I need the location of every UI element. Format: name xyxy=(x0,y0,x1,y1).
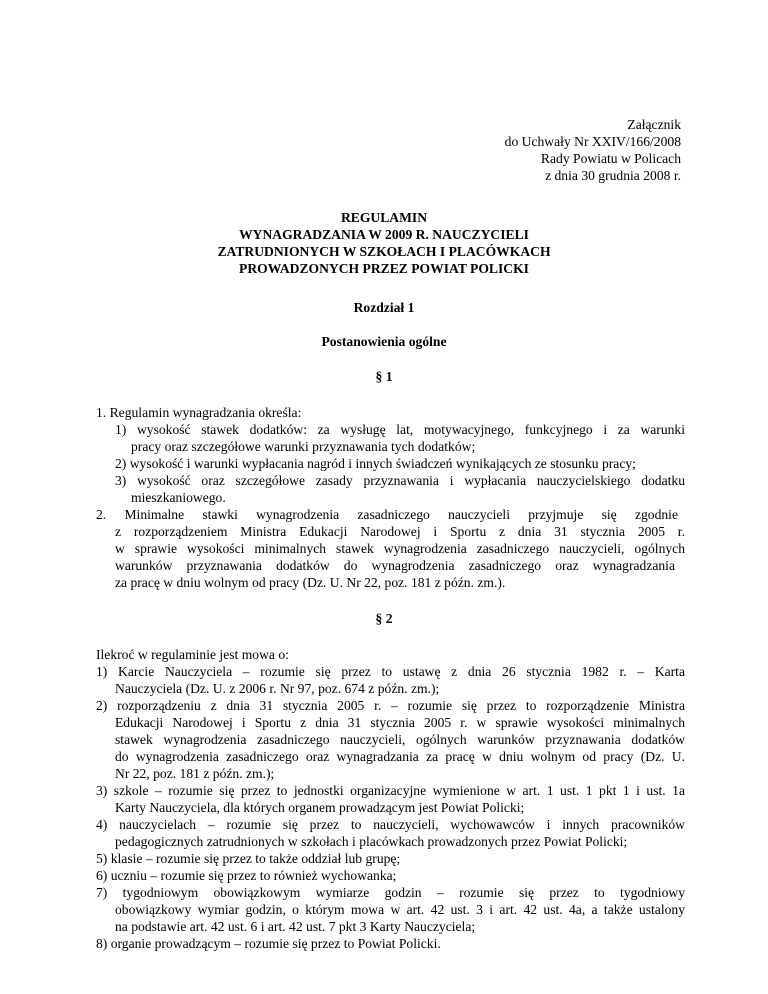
chapter-title: Postanowienia ogólne xyxy=(321,334,447,349)
s2-line: 4) nauczycielach – rozumie się przez to nauczycieli, wychowawców i innych pracowników xyxy=(96,817,685,832)
s1-line: warunków przyznawania dodatków do wynagrodzenia zasadniczego oraz wynagradzania xyxy=(115,558,675,573)
s2-line: 1) Karcie Nauczyciela – rozumie się przez to ustawę z dnia 26 stycznia 1982 r. – Karta xyxy=(96,664,685,679)
chapter-heading: Rozdział 1 xyxy=(353,300,415,315)
s2-line: do wynagrodzenia zasadniczego oraz wynagradzania za pracę w dniu wolnym od pracy (Dz. U. xyxy=(115,749,685,764)
s2-line: na podstawie art. 42 ust. 6 i art. 42 ust. 7 pkt 3 Karty Nauczyciela; xyxy=(115,919,476,934)
s1-line: 1. Regulamin wynagradzania określa: xyxy=(96,405,302,420)
resolution-date: z dnia 30 grudnia 2008 r. xyxy=(545,168,681,183)
s1-line: z rozporządzeniem Ministra Edukacji Narodowej i Sportu z dnia 31 stycznia 2005 r. xyxy=(115,524,685,539)
resolution-number: do Uchwały Nr XXIV/166/2008 xyxy=(504,134,681,149)
s1-line: 2. Minimalne stawki wynagrodzenia zasadniczego nauczycieli przyjmuje się zgodnie xyxy=(96,507,678,522)
attachment-label: Załącznik xyxy=(627,117,681,132)
s1-line: w sprawie wysokości minimalnych stawek wynagrodzenia zasadniczego nauczycieli, ogólnych xyxy=(115,541,685,556)
s2-line: 3) szkole – rozumie się przez to jednostki organizacyjne wymienione w art. 1 ust. 1 pkt 1 i ust. 1a xyxy=(96,783,685,798)
s2-line: 5) klasie – rozumie się przez to także oddział lub grupę; xyxy=(96,851,401,866)
s1-line: 2) wysokość i warunki wypłacania nagród i innych świadczeń wynikających ze stosunku pracy; xyxy=(115,456,636,471)
title-line-3: ZATRUDNIONYCH W SZKOŁACH I PLACÓWKACH xyxy=(217,244,551,259)
s1-line: 3) wysokość oraz szczegółowe zasady przyznawania i wypłacania nauczycielskiego dodatku xyxy=(115,473,685,488)
s2-line: 2) rozporządzeniu z dnia 31 stycznia 2005 r. – rozumie się przez to rozporządzenie Ministra xyxy=(96,698,685,713)
s2-line: 7) tygodniowym obowiązkowym wymiarze godzin – rozumie się przez to tygodniowy xyxy=(96,885,685,900)
s2-line: Edukacji Narodowej i Sportu z dnia 31 stycznia 2005 r. w sprawie wysokości minimalnych xyxy=(115,715,685,730)
s1-line: mieszkaniowego. xyxy=(131,490,226,505)
title-line-2: WYNAGRADZANIA W 2009 R. NAUCZYCIELI xyxy=(239,227,529,242)
s2-intro: Ilekroć w regulaminie jest mowa o: xyxy=(96,647,289,662)
title-line-4: PROWADZONYCH PRZEZ POWIAT POLICKI xyxy=(239,261,529,276)
s2-line: 6) uczniu – rozumie się przez to również wychowanka; xyxy=(96,868,397,883)
s1-line: pracy oraz szczegółowe warunki przyznawania tych dodatków; xyxy=(131,439,476,454)
s2-line: Nr 22, poz. 181 z późn. zm.); xyxy=(115,766,275,781)
s2-line: Nauczyciela (Dz. U. z 2006 r. Nr 97, poz. 674 z późn. zm.); xyxy=(115,681,440,696)
s1-line: za pracę w dniu wolnym od pracy (Dz. U. Nr 22, poz. 181 z późn. zm.). xyxy=(115,575,506,590)
s1-line: 1) wysokość stawek dodatków: za wysługę lat, motywacyjnego, funkcyjnego i za warunki xyxy=(115,422,685,437)
council-name: Rady Powiatu w Policach xyxy=(540,151,681,166)
s2-line: obowiązkowy wymiar godzin, o którym mowa w art. 42 ust. 3 i art. 42 ust. 4a, a także ustalony xyxy=(115,902,685,917)
s2-line: stawek wynagrodzenia zasadniczego nauczycieli, ogólnych warunków przyznawania dodatków xyxy=(115,732,685,747)
section-2-heading: § 2 xyxy=(375,611,393,626)
section-1-heading: § 1 xyxy=(375,369,393,384)
s2-line: 8) organie prowadzącym – rozumie się przez to Powiat Policki. xyxy=(96,936,441,951)
title-line-1: REGULAMIN xyxy=(340,210,428,225)
s2-line: Karty Nauczyciela, dla których organem prowadzącym jest Powiat Policki; xyxy=(115,800,525,815)
s2-line: pedagogicznych zatrudnionych w szkołach i placówkach prowadzonych przez Powiat Policki; xyxy=(115,834,628,849)
